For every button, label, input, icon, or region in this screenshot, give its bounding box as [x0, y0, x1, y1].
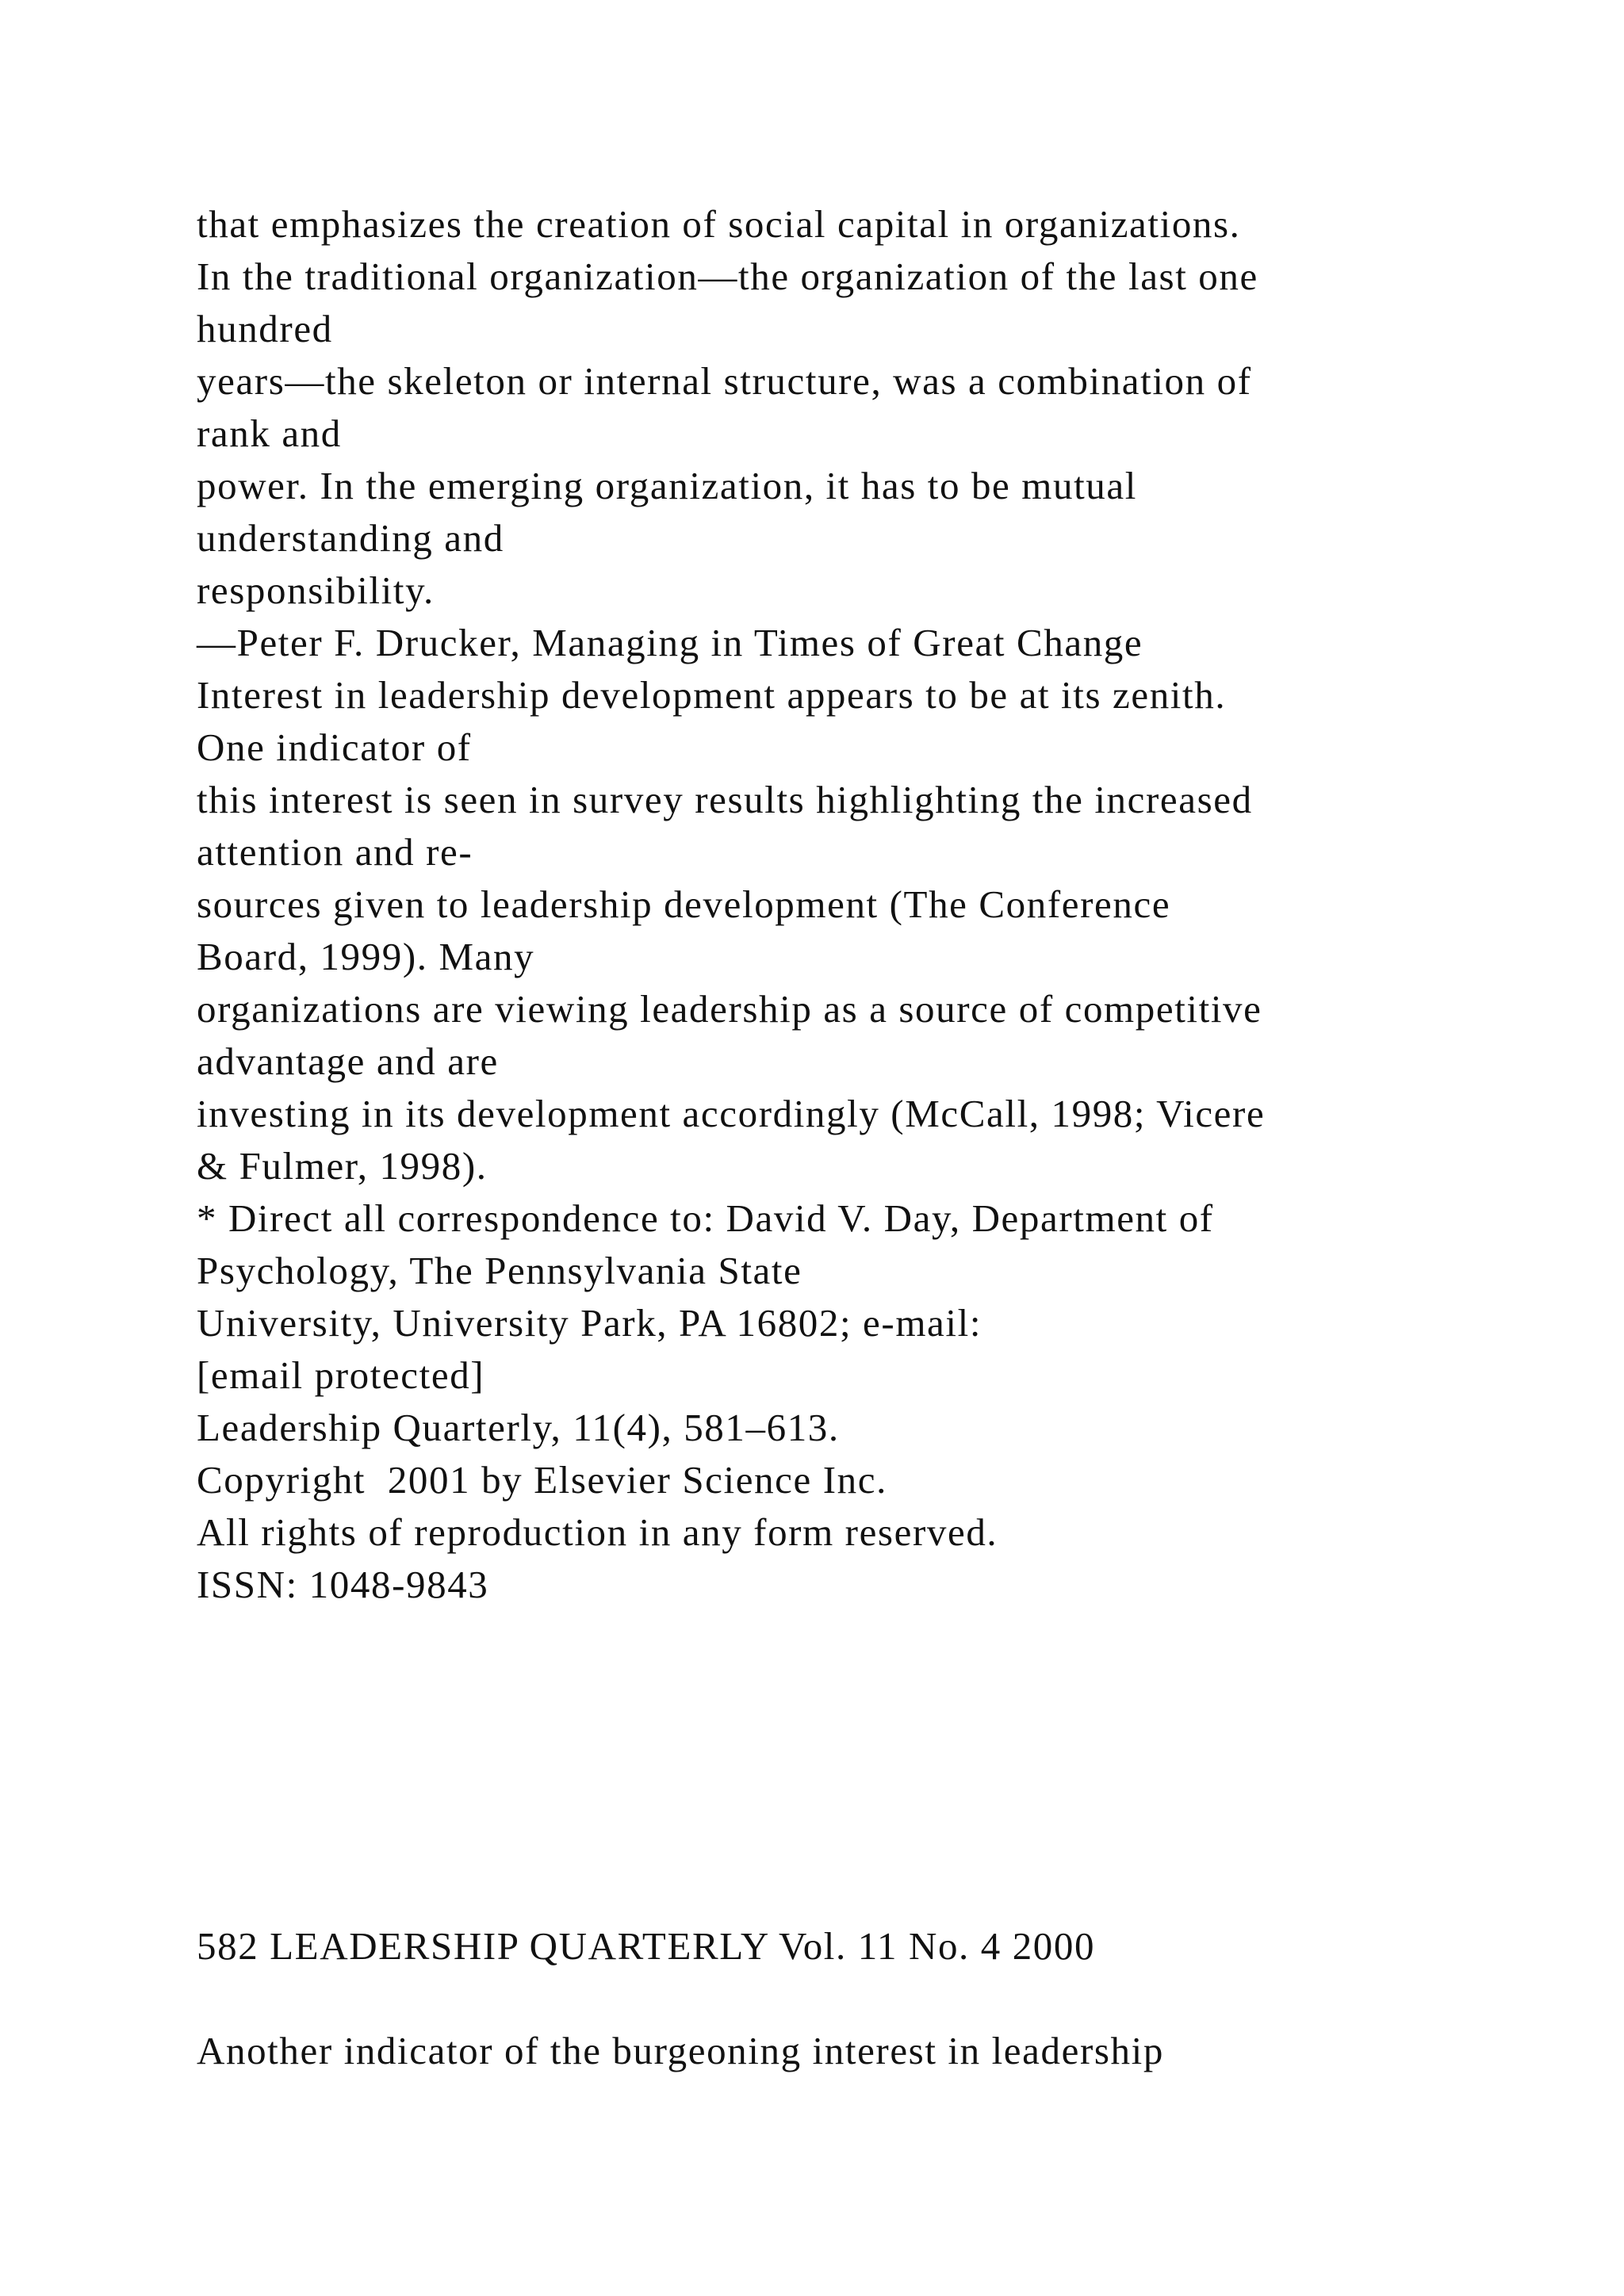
text-line: & Fulmer, 1998).: [197, 1144, 488, 1188]
text-line: responsibility.: [197, 568, 435, 612]
text-line: ISSN: 1048-9843: [197, 1563, 489, 1606]
text-line: Interest in leadership development appears to be at its zenith.: [197, 673, 1227, 717]
text-line: Leadership Quarterly, 11(4), 581–613.: [197, 1406, 840, 1449]
text-line: investing in its development accordingly (McCall, 1998; Vicere: [197, 1092, 1266, 1135]
text-line: understanding and: [197, 516, 504, 560]
text-line: advantage and are: [197, 1039, 499, 1083]
running-header: [197, 1920, 1505, 1973]
text-line: attention and re-: [197, 830, 473, 874]
text-line: rank and: [197, 411, 342, 455]
text-line: Board, 1999). Many: [197, 935, 535, 978]
text-line: [email protected]: [197, 1353, 485, 1397]
text-line: Psychology, The Pennsylvania State: [197, 1249, 802, 1292]
text-line: years—the skeleton or internal structure, was a combination of: [197, 359, 1252, 403]
text-line: this interest is seen in survey results highlighting the increased: [197, 778, 1253, 821]
text-line: University, University Park, PA 16802; e-mail:: [197, 1301, 982, 1345]
text-line: One indicator of: [197, 725, 472, 769]
text-line: sources given to leadership development (The Conference: [197, 882, 1171, 926]
text-line: Copyright 2001 by Elsevier Science Inc.: [197, 1458, 887, 1502]
text-line: Another indicator of the burgeoning interest in leadership: [197, 2029, 1164, 2072]
continuation-text: [197, 2025, 1505, 2077]
text-line: power. In the emerging organization, it has to be mutual: [197, 464, 1137, 507]
text-line: organizations are viewing leadership as a source of competitive: [197, 987, 1262, 1031]
text-line: —Peter F. Drucker, Managing in Times of Great Change: [197, 621, 1143, 664]
text-line: hundred: [197, 307, 333, 350]
text-line: * Direct all correspondence to: David V. Day, Department of: [197, 1196, 1214, 1240]
body-text: [197, 198, 1505, 1611]
text-line: In the traditional organization—the organization of the last one: [197, 254, 1258, 298]
text-line: that emphasizes the creation of social capital in organizations.: [197, 202, 1241, 246]
running-header-text: 582 LEADERSHIP QUARTERLY Vol. 11 No. 4 2000: [197, 1924, 1096, 1968]
text-line: All rights of reproduction in any form reserved.: [197, 1510, 998, 1554]
